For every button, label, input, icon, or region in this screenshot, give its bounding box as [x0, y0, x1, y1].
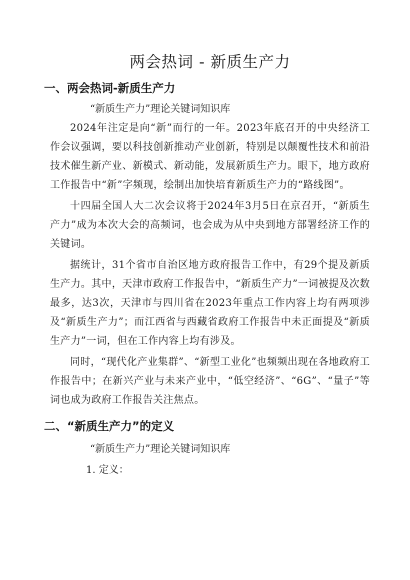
- section-subtitle-2: “新质生产力”理论关键词知识库: [90, 444, 231, 455]
- definition-item: 1. 定义：: [86, 465, 129, 476]
- section-heading-2: 二、“新质生产力”的定义: [44, 419, 175, 433]
- paragraph-1: 2024年注定是向“新”而行的一年。2023年底召开的中央经济工作会议强调，要以科技创新推动产业创新，特别是以颠覆性技术和前沿技术催生新产业、新模式、新动能，发展新质生产力。眼下，地方政府工作报告中“新”字频现，绘制出加快培育新质生产力的“路线图”。: [50, 123, 370, 191]
- paragraph-3: 据统计，31个省市自治区地方政府报告工作中，有29个提及新质生产力。其中，天津市政府工作报告中，“新质生产力”一词被提及次数最多，达3次，天津市与四川省在2023年重点工作内容上均有两项涉及“新质生产力”；而江西省与西藏省政府工作报告中未正面提及“新质生产力”一词，但在工作内容上均有涉及。: [50, 260, 370, 347]
- paragraph-4: 同时，“现代化产业集群”、“新型工业化”也频频出现在各地政府工作报告中；在新兴产业与未来产业中，“低空经济”、“6G”、“量子”等词也成为政府工作报告关注焦点。: [50, 357, 370, 406]
- section-heading-1: 一、两会热词-新质生产力: [44, 81, 176, 95]
- document-title: 两会热词 - 新质生产力: [129, 53, 291, 71]
- section-subtitle-1: “新质生产力”理论关键词知识库: [90, 104, 231, 115]
- paragraph-2: 十四届全国人大二次会议将于2024年3月5日在京召开，“新质生产力”成为本次大会的高频词，也会成为从中央到地方部署经济工作的关键词。: [50, 201, 370, 250]
